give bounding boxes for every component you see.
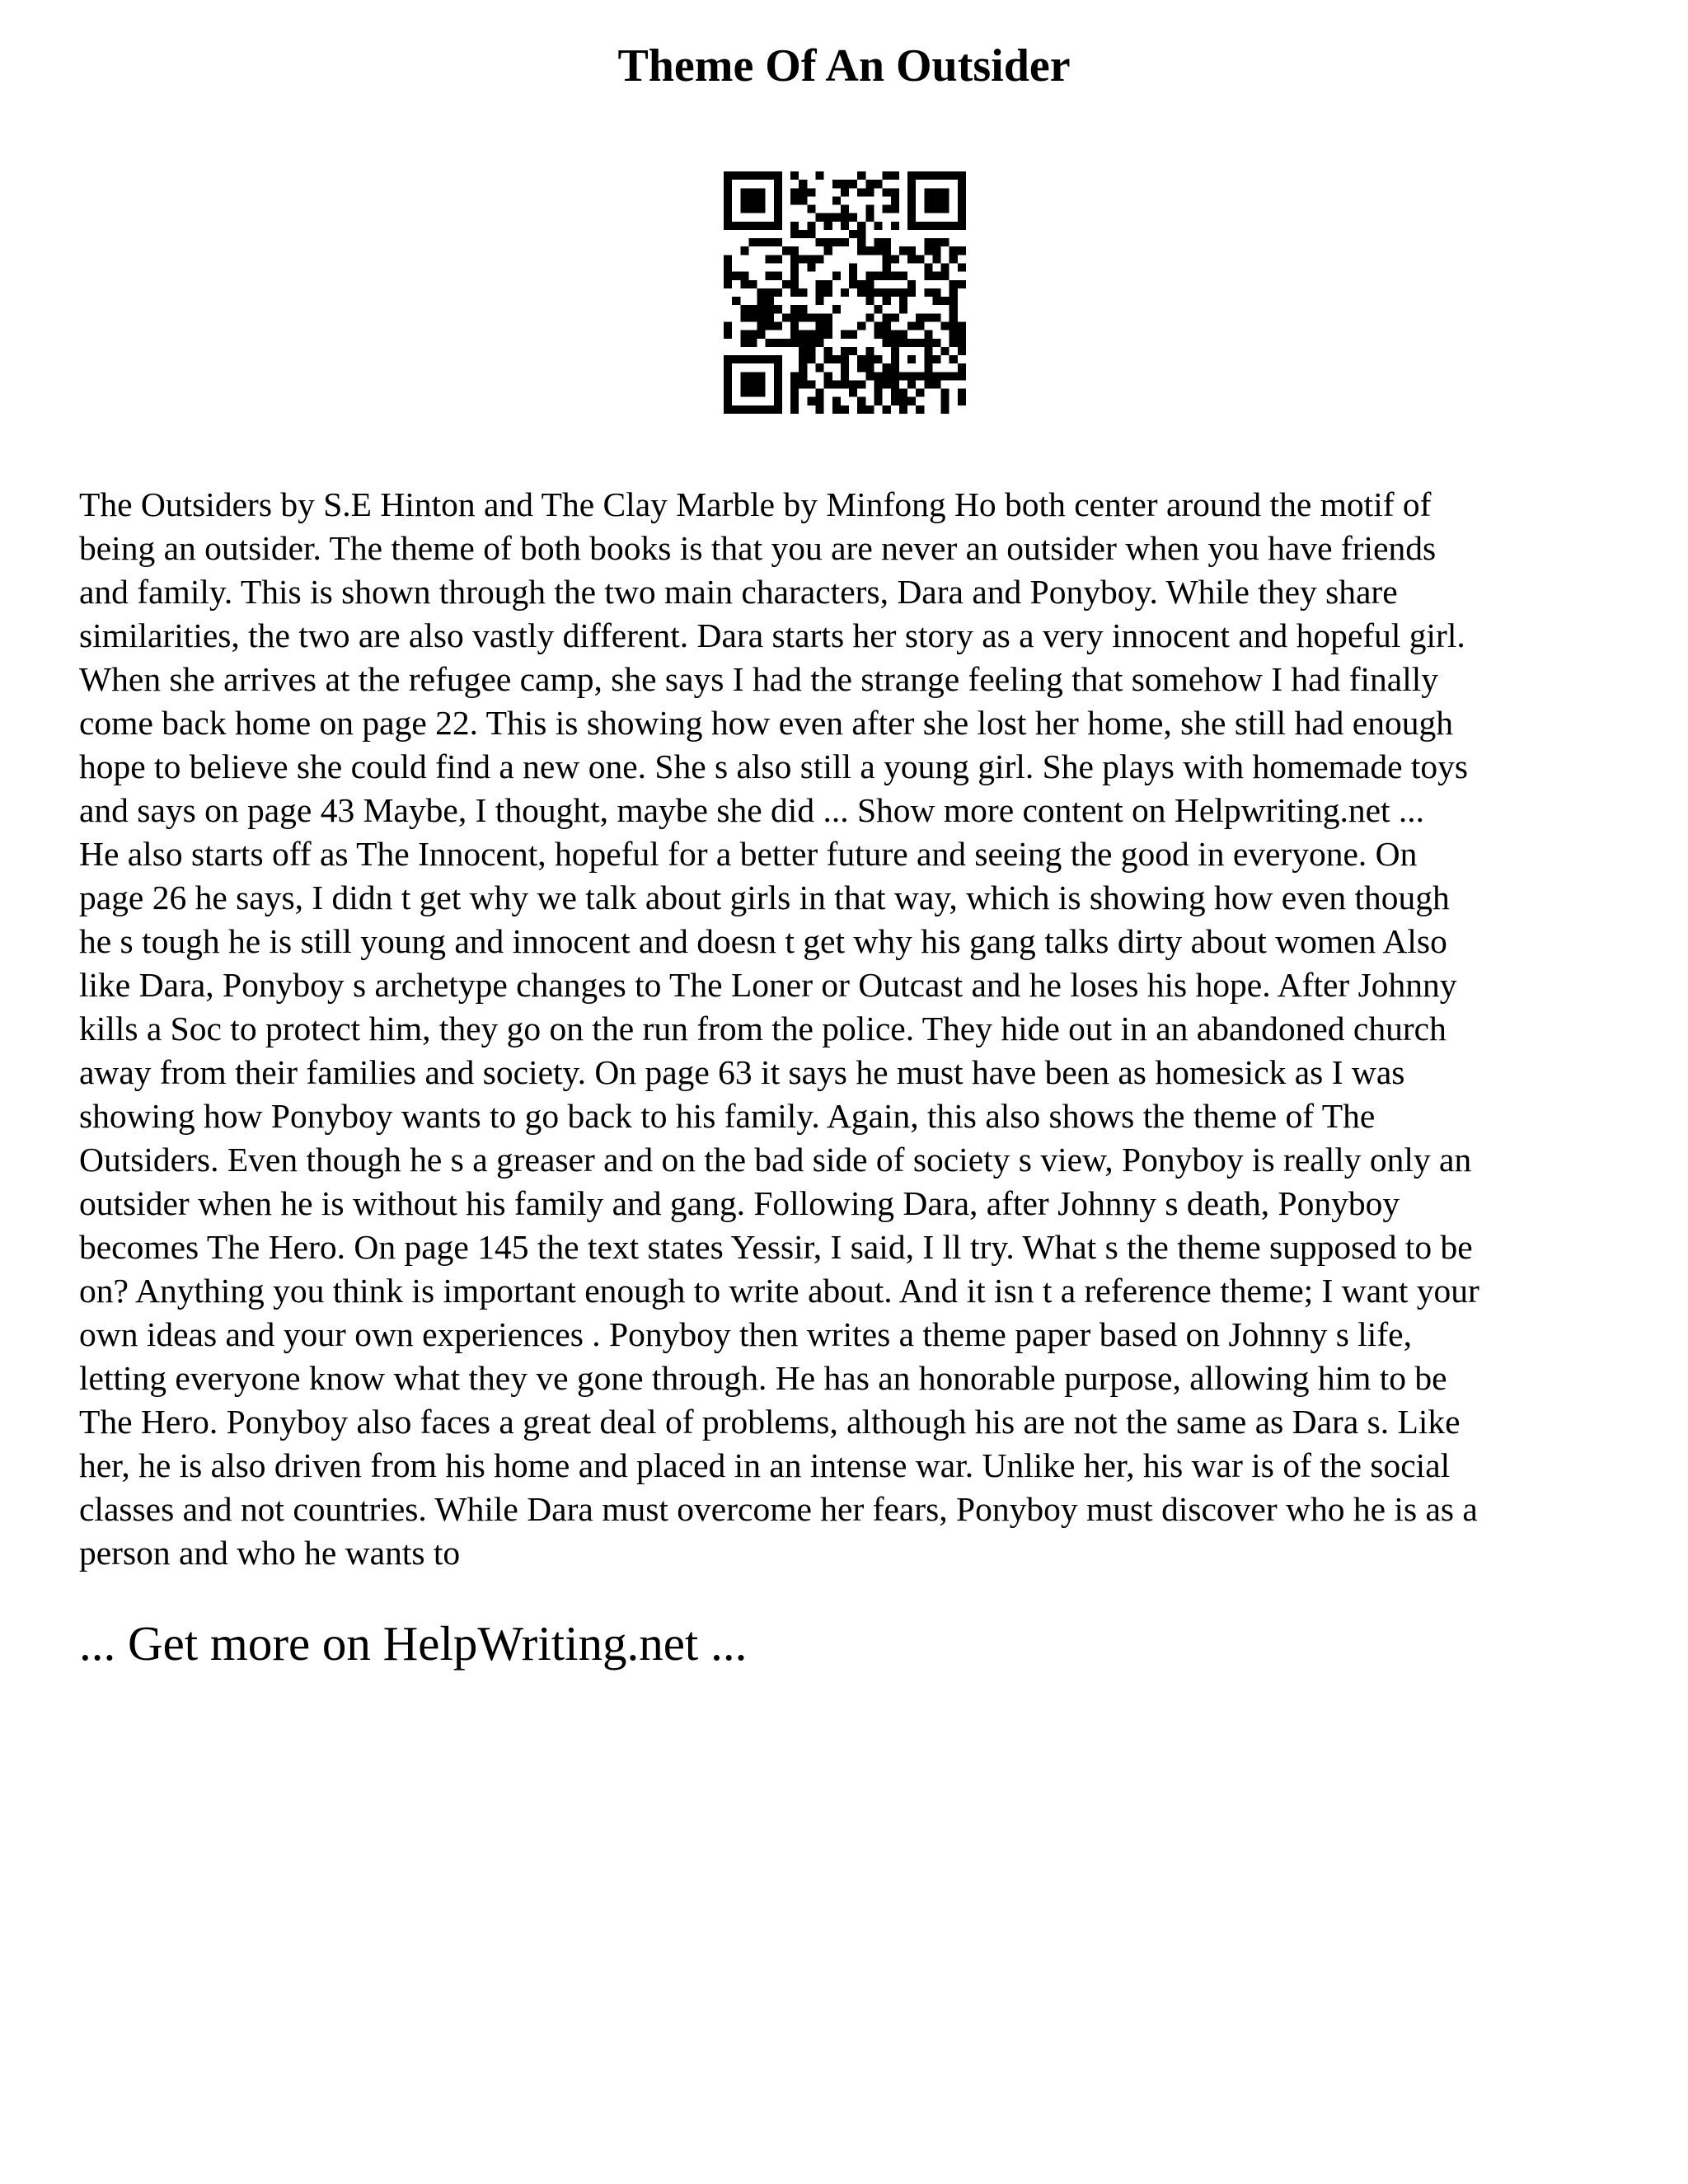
body-text-line: page 26 he says, I didn t get why we talk about girls in that way, which is showing how even though: [79, 879, 1450, 916]
body-text-line: classes and not countries. While Dara must overcome her fears, Ponyboy must discover who he is as a: [79, 1490, 1478, 1528]
body-text-line: away from their families and society. On page 63 it says he must have been as homesick as I was: [79, 1053, 1405, 1091]
body-text-line: When she arrives at the refugee camp, she says I had the strange feeling that somehow I had finally: [79, 660, 1439, 698]
body-text-line: outsider when he is without his family and gang. Following Dara, after Johnny s death, Ponyboy: [79, 1184, 1400, 1222]
body-text-line: he s tough he is still young and innocent and doesn t get why his gang talks dirty about women Also: [79, 922, 1447, 960]
body-text-line: come back home on page 22. This is showing how even after she lost her home, she still had enough: [79, 704, 1453, 742]
page-title: Theme Of An Outsider: [617, 40, 1071, 91]
body-text-line: letting everyone know what they ve gone through. He has an honorable purpose, allowing him to be: [79, 1359, 1447, 1397]
body-text-line: person and who he wants to: [79, 1534, 461, 1572]
get-more-link[interactable]: ... Get more on HelpWriting.net ...: [79, 1616, 748, 1671]
body-text-line: kills a Soc to protect him, they go on the run from the police. They hide out in an abandoned church: [79, 1010, 1447, 1047]
body-text-line: becomes The Hero. On page 145 the text states Yessir, I said, I ll try. What s the theme supposed to be: [79, 1228, 1473, 1266]
body-text-line: and family. This is shown through the two main characters, Dara and Ponyboy. While they share: [79, 573, 1398, 611]
body-text-line: own ideas and your own experiences . Ponyboy then writes a theme paper based on Johnny s life,: [79, 1315, 1412, 1353]
body-text-line: The Hero. Ponyboy also faces a great deal of problems, although his are not the same as Dara s. Like: [79, 1403, 1461, 1441]
body-text-line: like Dara, Ponyboy s archetype changes to The Loner or Outcast and he loses his hope. After Johnny: [79, 966, 1457, 1004]
body-text-line: her, he is also driven from his home and placed in an intense war. Unlike her, his war is of the social: [79, 1446, 1451, 1484]
body-text-line: The Outsiders by S.E Hinton and The Clay Marble by Minfong Ho both center around the motif of: [79, 485, 1432, 523]
body-text-line: He also starts off as The Innocent, hopeful for a better future and seeing the good in everyone. On: [79, 835, 1418, 873]
essay-body: [79, 483, 1612, 1575]
body-text-line: being an outsider. The theme of both books is that you are never an outsider when you have friends: [79, 529, 1437, 567]
body-text-line: on? Anything you think is important enough to write about. And it isn t a reference theme; I want your: [79, 1272, 1479, 1310]
body-text-line: similarities, the two are also vastly different. Dara starts her story as a very innocent and hopeful girl.: [79, 616, 1465, 654]
body-text-line: showing how Ponyboy wants to go back to his family. Again, this also shows the theme of The: [79, 1097, 1376, 1135]
qr-code-icon: [724, 171, 966, 414]
body-text-line: Outsiders. Even though he s a greaser and on the bad side of society s view, Ponyboy is really only an: [79, 1141, 1472, 1179]
body-text-line: hope to believe she could find a new one. She s also still a young girl. She plays with homemade toys: [79, 748, 1469, 785]
body-text-line: and says on page 43 Maybe, I thought, maybe she did ... Show more content on Helpwriting.net ...: [79, 791, 1425, 829]
